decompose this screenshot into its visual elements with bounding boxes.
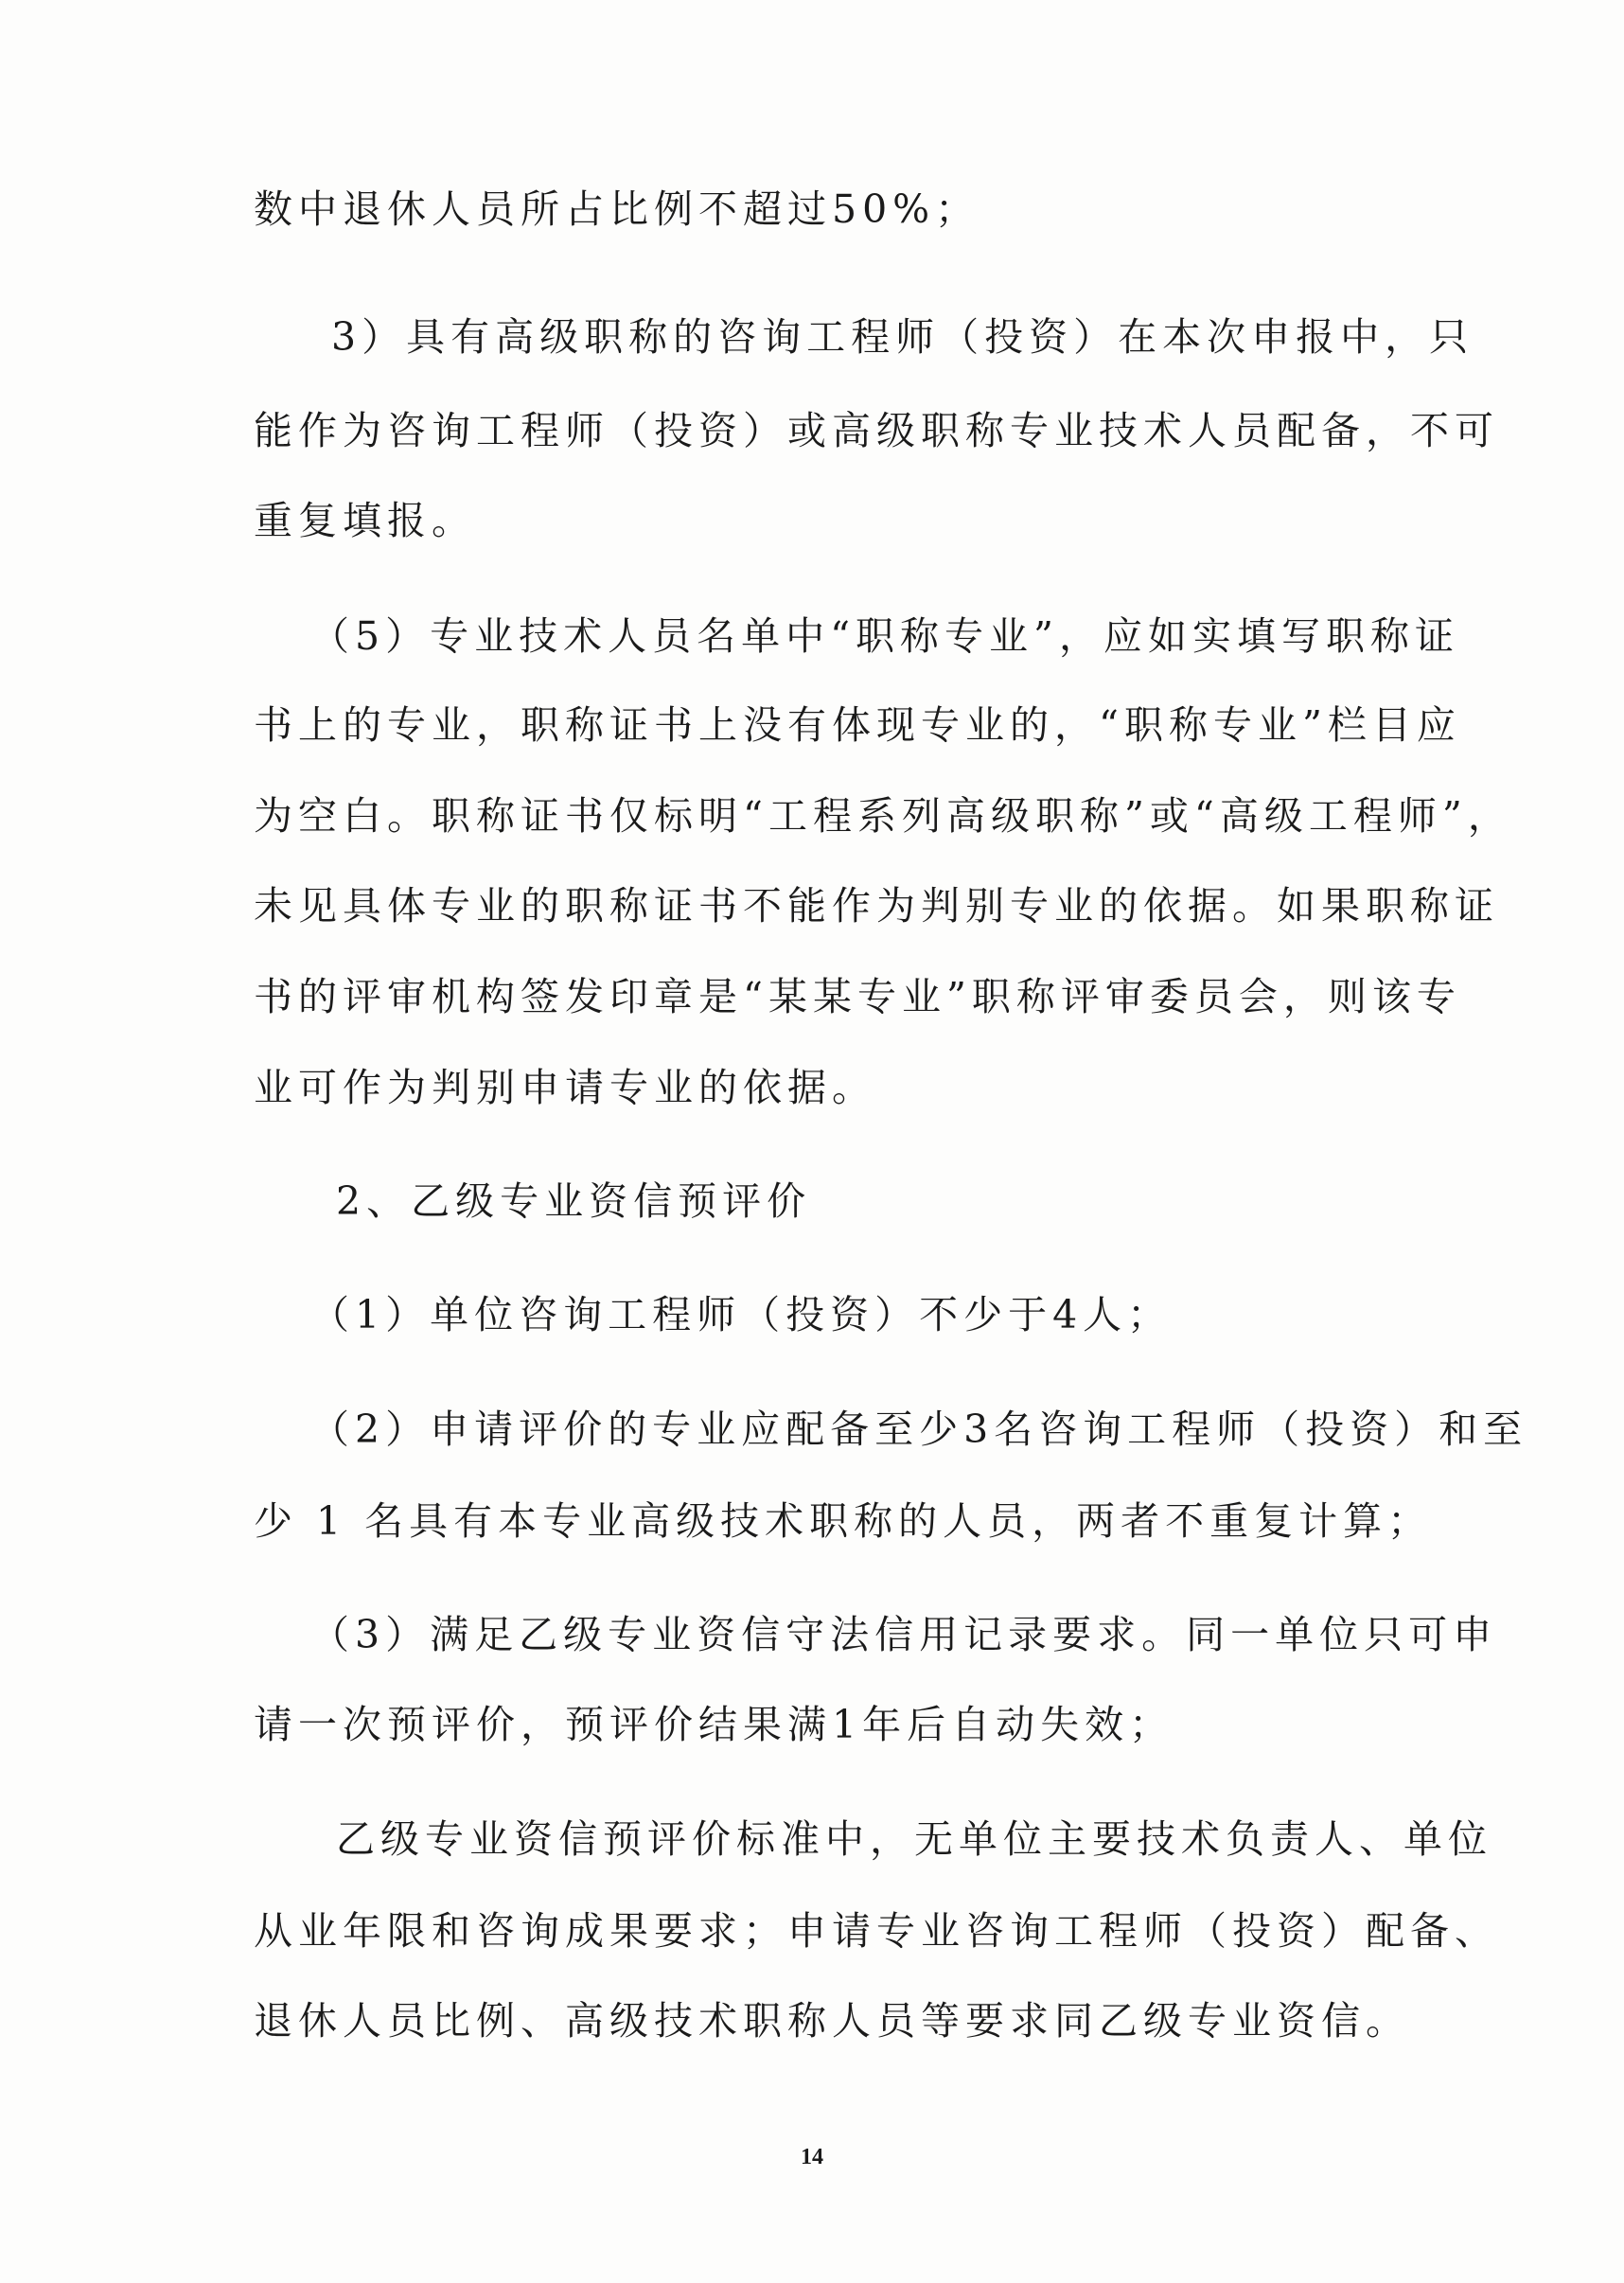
text-line: 未见具体专业的职称证书不能作为判别专业的依据。如果职称证 xyxy=(254,883,1499,929)
text-line: 数中退休人员所占比例不超过50%； xyxy=(254,186,980,232)
text-line: （1）单位咨询工程师（投资）不少于4人； xyxy=(310,1292,1173,1337)
text-line: 少 1 名具有本专业高级技术职称的人员，两者不重复计算； xyxy=(254,1498,1433,1544)
text-line: 书的评审机构签发印章是“某某专业”职称评审委员会，则该专 xyxy=(254,974,1461,1019)
text-line: 书上的专业，职称证书上没有体现专业的，“职称专业”栏目应 xyxy=(254,702,1461,748)
text-line: 3）具有高级职称的咨询工程师（投资）在本次申报中，只 xyxy=(331,314,1474,360)
text-line: 请一次预评价，预评价结果满1年后自动失效； xyxy=(254,1702,1174,1747)
text-line: 能作为咨询工程师（投资）或高级职称专业技术人员配备，不可 xyxy=(254,408,1499,453)
section-heading: 2、乙级专业资信预评价 xyxy=(336,1178,812,1224)
text-line: 乙级专业资信预评价标准中，无单位主要技术负责人、单位 xyxy=(336,1816,1492,1862)
text-line: 重复填报。 xyxy=(254,498,476,543)
text-line: （2）申请评价的专业应配备至少3名咨询工程师（投资）和至 xyxy=(310,1407,1528,1452)
text-line: 退休人员比例、高级技术职称人员等要求同乙级专业资信。 xyxy=(254,1998,1410,2044)
text-line: （5）专业技术人员名单中“职称专业”，应如实填写职称证 xyxy=(310,613,1460,659)
text-line: 为空白。职称证书仅标明“工程系列高级职称”或“高级工程师”， xyxy=(254,793,1512,839)
text-line: 从业年限和咨询成果要求；申请专业咨询工程师（投资）配备、 xyxy=(254,1908,1499,1954)
page-number: 14 xyxy=(801,2145,823,2169)
text-line: 业可作为判别申请专业的依据。 xyxy=(254,1065,876,1110)
text-line: （3）满足乙级专业资信守法信用记录要求。同一单位只可申 xyxy=(310,1612,1498,1657)
